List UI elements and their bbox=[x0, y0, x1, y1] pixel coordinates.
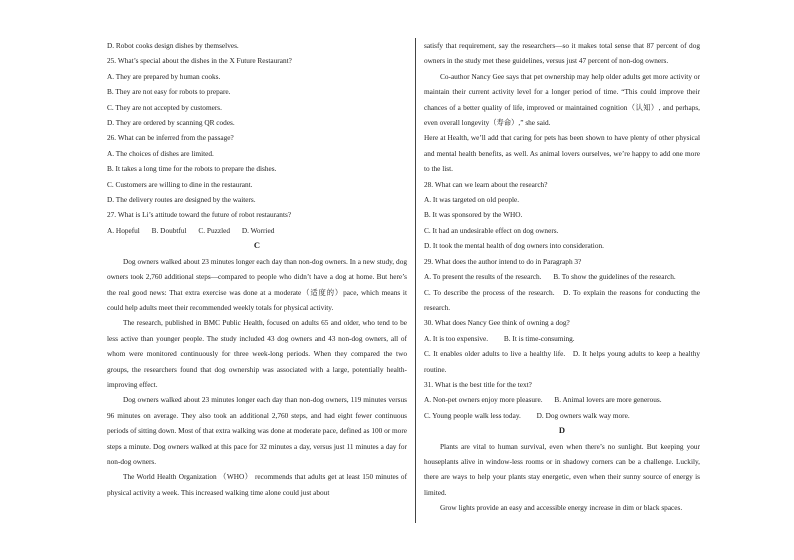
q31-options-row-1 bbox=[424, 392, 700, 407]
q30-option-a: A. It is too expensive. bbox=[424, 333, 489, 343]
passage-d-paragraph-2: Grow lights provide an easy and accessible energy increase in dim or black spaces. bbox=[440, 503, 683, 513]
q27-option-d: D. Worried bbox=[241, 225, 275, 235]
q29-options-row-2 bbox=[424, 285, 700, 316]
passage-c-paragraph-2: The research, published in BMC Public Health, focused on adults 65 and older, who tend to be less active than younger people. The study included 43 dog owners and 43 non-dog owners, all of whom were monitored continuously for three week-long periods. When they compared the two groups, the researchers found that dog ownership was associated with a large, potentially health-improving effect. bbox=[107, 318, 407, 389]
q29-option-d: D. To explain the reasons for conducting the research. bbox=[424, 287, 700, 312]
passage-d-paragraph-1: Plants are vital to human survival, even when there’s no sunlight. But keeping your houseplants alive in window-less rooms or in shadowy corners can be a challenge. Luckily, there are ways to help your plants stay energetic, even when their sunny source of energy is limited. bbox=[424, 441, 700, 497]
q29-stem: 29. What does the author intend to do in Paragraph 3? bbox=[424, 256, 582, 266]
q29-options-row-1 bbox=[424, 269, 700, 284]
q31-stem: 31. What is the best title for the text? bbox=[424, 379, 532, 389]
q27-option-c: C. Puzzled bbox=[198, 225, 230, 235]
q27-option-a: A. Hopeful bbox=[107, 225, 140, 235]
q28-option-c: C. It had an undesirable effect on dog owners. bbox=[424, 225, 559, 235]
q28-stem: 28. What can we learn about the research? bbox=[424, 179, 548, 189]
passage-c-paragraph-4-cont: satisfy that requirement, say the researchers—so it makes total sense that 87 percent of dog owners in the study met these guidelines, versus just 47 percent of non-dog owners. bbox=[424, 41, 700, 66]
right-column bbox=[424, 38, 700, 516]
q25-stem: 25. What’s special about the dishes in the X Future Restaurant? bbox=[107, 56, 292, 66]
q30-options-row-2 bbox=[424, 346, 700, 377]
column-divider bbox=[415, 38, 416, 523]
q29-option-b: B. To show the guidelines of the research. bbox=[553, 272, 676, 282]
q31-option-a: A. Non-pet owners enjoy more pleasure. bbox=[424, 395, 543, 405]
q30-option-b: B. It is time-consuming. bbox=[503, 333, 575, 343]
q27-option-b: B. Doubtful bbox=[151, 225, 187, 235]
q29-option-c: C. To describe the process of the research. bbox=[424, 287, 555, 297]
q26-option-c: C. Customers are willing to dine in the restaurant. bbox=[107, 179, 253, 189]
q25-option-c: C. They are not accepted by customers. bbox=[107, 102, 222, 112]
q31-option-d: D. Dog owners walk way more. bbox=[536, 410, 630, 420]
q27-options bbox=[107, 223, 407, 238]
q26-stem: 26. What can be inferred from the passage? bbox=[107, 133, 234, 143]
q28-option-b: B. It was sponsored by the WHO. bbox=[424, 210, 523, 220]
q26-option-d: D. The delivery routes are designed by the waiters. bbox=[107, 195, 256, 205]
passage-c-paragraph-3: Dog owners walked about 23 minutes longer each day than non-dog owners, 119 minutes versus 96 minutes on average. They also took an additional 2,760 steps, and had eight fewer continuous periods of sitting down. Most of that extra walking was done at moderate pace, defined as 100 or more steps a minute. Dog owners walked at this pace for 32 minutes a day, versus just 11 minutes a day for non-dog owners. bbox=[107, 395, 407, 466]
q30-stem: 30. What does Nancy Gee think of owning a dog? bbox=[424, 318, 570, 328]
q31-option-b: B. Animal lovers are more generous. bbox=[554, 395, 662, 405]
q31-options-row-2 bbox=[424, 408, 700, 423]
q25-option-a: A. They are prepared by human cooks. bbox=[107, 71, 221, 81]
section-c-heading: C bbox=[253, 240, 261, 251]
q26-option-a: A. The choices of dishes are limited. bbox=[107, 148, 214, 158]
q30-option-c: C. It enables older adults to live a healthy life. bbox=[424, 349, 566, 359]
q26-option-b: B. It takes a long time for the robots to prepare the dishes. bbox=[107, 164, 277, 174]
q30-option-d: D. It helps young adults to keep a healthy routine. bbox=[424, 349, 700, 374]
q27-stem: 27. What is Li’s attitude toward the future of robot restaurants? bbox=[107, 210, 292, 220]
section-d-heading: D bbox=[558, 425, 566, 436]
q30-options-row-1 bbox=[424, 331, 700, 346]
q28-option-a: A. It was targeted on old people. bbox=[424, 195, 520, 205]
passage-c-paragraph-4: The World Health Organization （WHO） recommends that adults get at least 150 minutes of physical activity a week. This increased walking time alone could just about bbox=[107, 472, 407, 497]
passage-c-paragraph-6: Here at Health, we’ll add that caring for pets has been shown to have plenty of other physical and mental health benefits, as well. As animal lovers ourselves, we’re happy to add one more to the list. bbox=[424, 133, 700, 174]
q25-option-d: D. They are ordered by scanning QR codes. bbox=[107, 118, 235, 128]
q24-option-d: D. Robot cooks design dishes by themselves. bbox=[107, 41, 239, 50]
passage-c-paragraph-1: Dog owners walked about 23 minutes longer each day than non-dog owners. In a new study, dog owners took 2,760 additional steps—compared to people who didn’t have a dog at home. But here’s the real good news: That extra exercise was done at a moderate（适度的）pace, which means it could help adults meet their recommended weekly totals for physical activity. bbox=[107, 256, 407, 312]
q29-option-a: A. To present the results of the research. bbox=[424, 272, 542, 282]
q25-option-b: B. They are not easy for robots to prepare. bbox=[107, 87, 231, 97]
passage-c-paragraph-5: Co-author Nancy Gee says that pet ownership may help older adults get more activity or maintain their current activity level for a longer period of time. “This could improve their chances of a better quality of life, improved or maintained cognition（认知）, and perhaps, even overall longevity（寿命）,” she said. bbox=[424, 71, 700, 128]
q28-option-d: D. It took the mental health of dog owners into consideration. bbox=[424, 241, 604, 251]
q31-option-c: C. Young people walk less today. bbox=[424, 410, 521, 420]
left-column bbox=[107, 38, 407, 500]
